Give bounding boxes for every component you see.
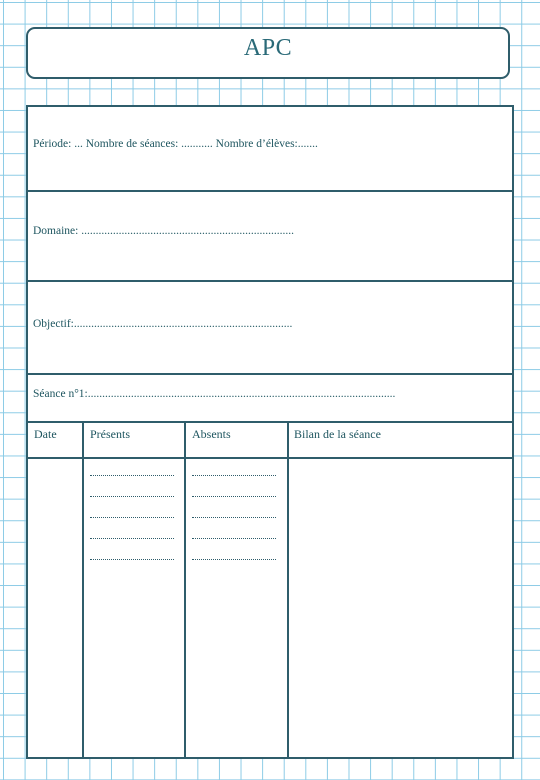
header-date: Date bbox=[34, 427, 57, 441]
seance-field[interactable]: Séance n°1:........................................................................................................... bbox=[33, 388, 396, 400]
absents-line[interactable] bbox=[192, 517, 276, 518]
presents-line[interactable] bbox=[90, 538, 174, 539]
absents-line[interactable] bbox=[192, 538, 276, 539]
domaine-field[interactable]: Domaine: .......................................................................... bbox=[33, 225, 294, 237]
header-absents: Absents bbox=[192, 427, 231, 441]
domaine-row bbox=[28, 192, 512, 282]
presents-line[interactable] bbox=[90, 559, 174, 560]
seance-row bbox=[28, 375, 512, 423]
objectif-row bbox=[28, 282, 512, 375]
column-divider bbox=[184, 421, 186, 757]
column-divider bbox=[287, 421, 289, 757]
presents-line[interactable] bbox=[90, 496, 174, 497]
apc-form bbox=[26, 105, 514, 759]
header-presents: Présents bbox=[90, 427, 130, 441]
presents-line[interactable] bbox=[90, 517, 174, 518]
periode-row bbox=[28, 107, 512, 192]
objectif-field[interactable]: Objectif:............................................................................ bbox=[33, 318, 293, 330]
periode-field[interactable]: Période: ... Nombre de séances: ........... Nombre d’élèves:....... bbox=[33, 138, 318, 150]
column-divider bbox=[82, 421, 84, 757]
page-title: APC bbox=[243, 35, 293, 61]
presents-line[interactable] bbox=[90, 475, 174, 476]
absents-line[interactable] bbox=[192, 475, 276, 476]
absents-line[interactable] bbox=[192, 496, 276, 497]
title-box bbox=[26, 27, 510, 79]
absents-line[interactable] bbox=[192, 559, 276, 560]
header-bilan: Bilan de la séance bbox=[294, 427, 381, 441]
table-header-divider bbox=[28, 457, 512, 459]
